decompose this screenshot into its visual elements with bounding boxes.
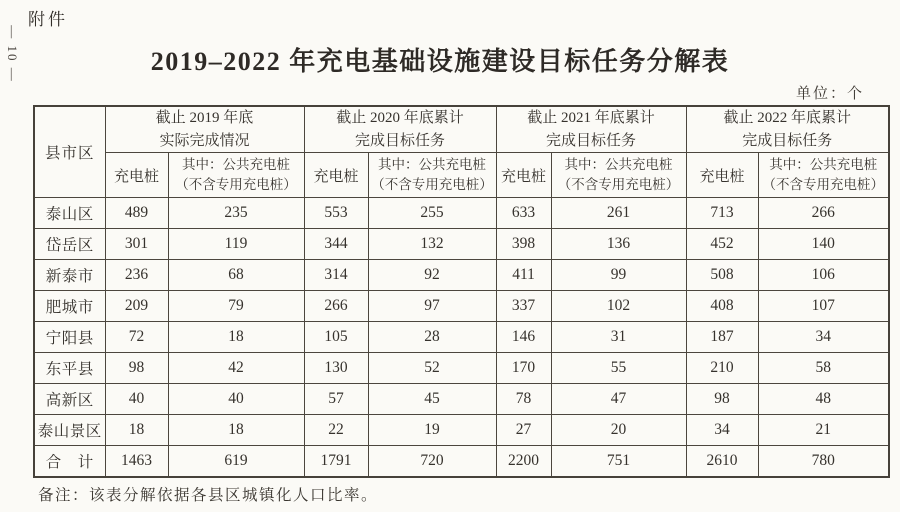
value-cell: 18 <box>105 415 168 446</box>
value-cell: 78 <box>496 384 551 415</box>
subheader-pile-2019: 充电桩 <box>105 153 168 198</box>
value-cell: 107 <box>758 291 889 322</box>
value-cell: 27 <box>496 415 551 446</box>
subheader-pile-2020: 充电桩 <box>304 153 368 198</box>
group-2020-line1: 截止 2020 年底累计 <box>336 110 464 126</box>
value-cell: 452 <box>686 229 758 260</box>
table-row <box>34 229 889 260</box>
value-cell: 130 <box>304 353 368 384</box>
public-line1: 其中：公共充电桩 <box>769 156 878 172</box>
value-cell: 132 <box>368 229 496 260</box>
table-row <box>34 198 889 229</box>
value-cell: 45 <box>368 384 496 415</box>
value-cell: 68 <box>168 260 304 291</box>
col-group-2019 <box>105 106 304 153</box>
value-cell: 1791 <box>304 446 368 477</box>
footnote: 备注：该表分解依据各县区城镇化人口比率。 <box>38 487 379 504</box>
value-cell: 72 <box>105 322 168 353</box>
public-line2: （不含专用充电桩） <box>557 177 680 192</box>
value-cell: 20 <box>551 415 686 446</box>
header-sub-row <box>34 153 889 198</box>
value-cell: 48 <box>758 384 889 415</box>
value-cell: 508 <box>686 260 758 291</box>
table-row <box>34 260 889 291</box>
value-cell: 713 <box>686 198 758 229</box>
value-cell: 140 <box>758 229 889 260</box>
public-line2: （不含专用充电桩） <box>762 177 885 192</box>
value-cell: 31 <box>551 322 686 353</box>
region-cell: 泰山景区 <box>34 415 105 446</box>
group-2019-line1: 截止 2019 年底 <box>155 110 254 126</box>
target-task-table <box>33 105 890 478</box>
value-cell: 266 <box>758 198 889 229</box>
table-row <box>34 291 889 322</box>
value-cell: 411 <box>496 260 551 291</box>
value-cell: 210 <box>686 353 758 384</box>
value-cell: 47 <box>551 384 686 415</box>
public-line1: 其中：公共充电桩 <box>182 156 290 172</box>
corner-header: 县市区 <box>34 106 105 198</box>
value-cell: 146 <box>496 322 551 353</box>
subheader-public-2020 <box>368 153 496 198</box>
value-cell: 92 <box>368 260 496 291</box>
value-cell: 633 <box>496 198 551 229</box>
region-cell: 岱岳区 <box>34 229 105 260</box>
region-cell: 新泰市 <box>34 260 105 291</box>
value-cell: 57 <box>304 384 368 415</box>
value-cell: 408 <box>686 291 758 322</box>
table-row <box>34 415 889 446</box>
value-cell: 255 <box>368 198 496 229</box>
page-number: — 10 — <box>5 25 20 83</box>
unit-label: 单位：个 <box>795 86 864 102</box>
col-group-2022 <box>686 106 889 153</box>
value-cell: 34 <box>686 415 758 446</box>
value-cell: 102 <box>551 291 686 322</box>
document-title: 2019–2022 年充电基础设施建设目标任务分解表 <box>150 47 730 76</box>
group-2021-line2: 完成目标任务 <box>546 132 637 149</box>
value-cell: 2610 <box>686 446 758 477</box>
value-cell: 106 <box>758 260 889 291</box>
value-cell: 79 <box>168 291 304 322</box>
value-cell: 720 <box>368 446 496 477</box>
value-cell: 209 <box>105 291 168 322</box>
group-2022-line2: 完成目标任务 <box>742 132 833 149</box>
value-cell: 52 <box>368 353 496 384</box>
table-row-total <box>34 446 889 477</box>
value-cell: 619 <box>168 446 304 477</box>
value-cell: 18 <box>168 415 304 446</box>
value-cell: 236 <box>105 260 168 291</box>
value-cell: 21 <box>758 415 889 446</box>
value-cell: 28 <box>368 322 496 353</box>
header-group-row <box>34 106 889 153</box>
value-cell: 301 <box>105 229 168 260</box>
value-cell: 751 <box>551 446 686 477</box>
value-cell: 40 <box>168 384 304 415</box>
value-cell: 40 <box>105 384 168 415</box>
value-cell: 22 <box>304 415 368 446</box>
col-group-2020 <box>304 106 496 153</box>
col-group-2021 <box>496 106 686 153</box>
value-cell: 119 <box>168 229 304 260</box>
public-line2: （不含专用充电桩） <box>371 177 493 192</box>
region-cell: 高新区 <box>34 384 105 415</box>
value-cell: 780 <box>758 446 889 477</box>
region-cell: 宁阳县 <box>34 322 105 353</box>
value-cell: 489 <box>105 198 168 229</box>
subheader-public-2022 <box>758 153 889 198</box>
subheader-public-2019 <box>168 153 304 198</box>
value-cell: 170 <box>496 353 551 384</box>
value-cell: 136 <box>551 229 686 260</box>
attachment-label: 附件 <box>28 10 68 29</box>
value-cell: 398 <box>496 229 551 260</box>
region-cell: 泰山区 <box>34 198 105 229</box>
region-cell: 肥城市 <box>34 291 105 322</box>
table-row <box>34 384 889 415</box>
group-2020-line2: 完成目标任务 <box>355 132 446 149</box>
public-line2: （不含专用充电桩） <box>175 177 297 192</box>
group-2022-line1: 截止 2022 年底累计 <box>723 110 852 126</box>
value-cell: 99 <box>551 260 686 291</box>
region-cell: 东平县 <box>34 353 105 384</box>
value-cell: 34 <box>758 322 889 353</box>
value-cell: 98 <box>105 353 168 384</box>
public-line1: 其中：公共充电桩 <box>378 156 487 172</box>
value-cell: 553 <box>304 198 368 229</box>
value-cell: 314 <box>304 260 368 291</box>
group-2019-line2: 实际完成情况 <box>159 132 250 149</box>
value-cell: 1463 <box>105 446 168 477</box>
group-2021-line1: 截止 2021 年底累计 <box>527 110 655 126</box>
value-cell: 344 <box>304 229 368 260</box>
value-cell: 187 <box>686 322 758 353</box>
subheader-pile-2022: 充电桩 <box>686 153 758 198</box>
region-cell: 合 计 <box>34 446 105 477</box>
value-cell: 261 <box>551 198 686 229</box>
table-row <box>34 322 889 353</box>
public-line1: 其中：公共充电桩 <box>564 156 673 172</box>
value-cell: 55 <box>551 353 686 384</box>
value-cell: 2200 <box>496 446 551 477</box>
value-cell: 42 <box>168 353 304 384</box>
value-cell: 97 <box>368 291 496 322</box>
value-cell: 18 <box>168 322 304 353</box>
subheader-public-2021 <box>551 153 686 198</box>
value-cell: 266 <box>304 291 368 322</box>
value-cell: 19 <box>368 415 496 446</box>
value-cell: 337 <box>496 291 551 322</box>
table-row <box>34 353 889 384</box>
value-cell: 235 <box>168 198 304 229</box>
subheader-pile-2021: 充电桩 <box>496 153 551 198</box>
value-cell: 98 <box>686 384 758 415</box>
value-cell: 58 <box>758 353 889 384</box>
value-cell: 105 <box>304 322 368 353</box>
